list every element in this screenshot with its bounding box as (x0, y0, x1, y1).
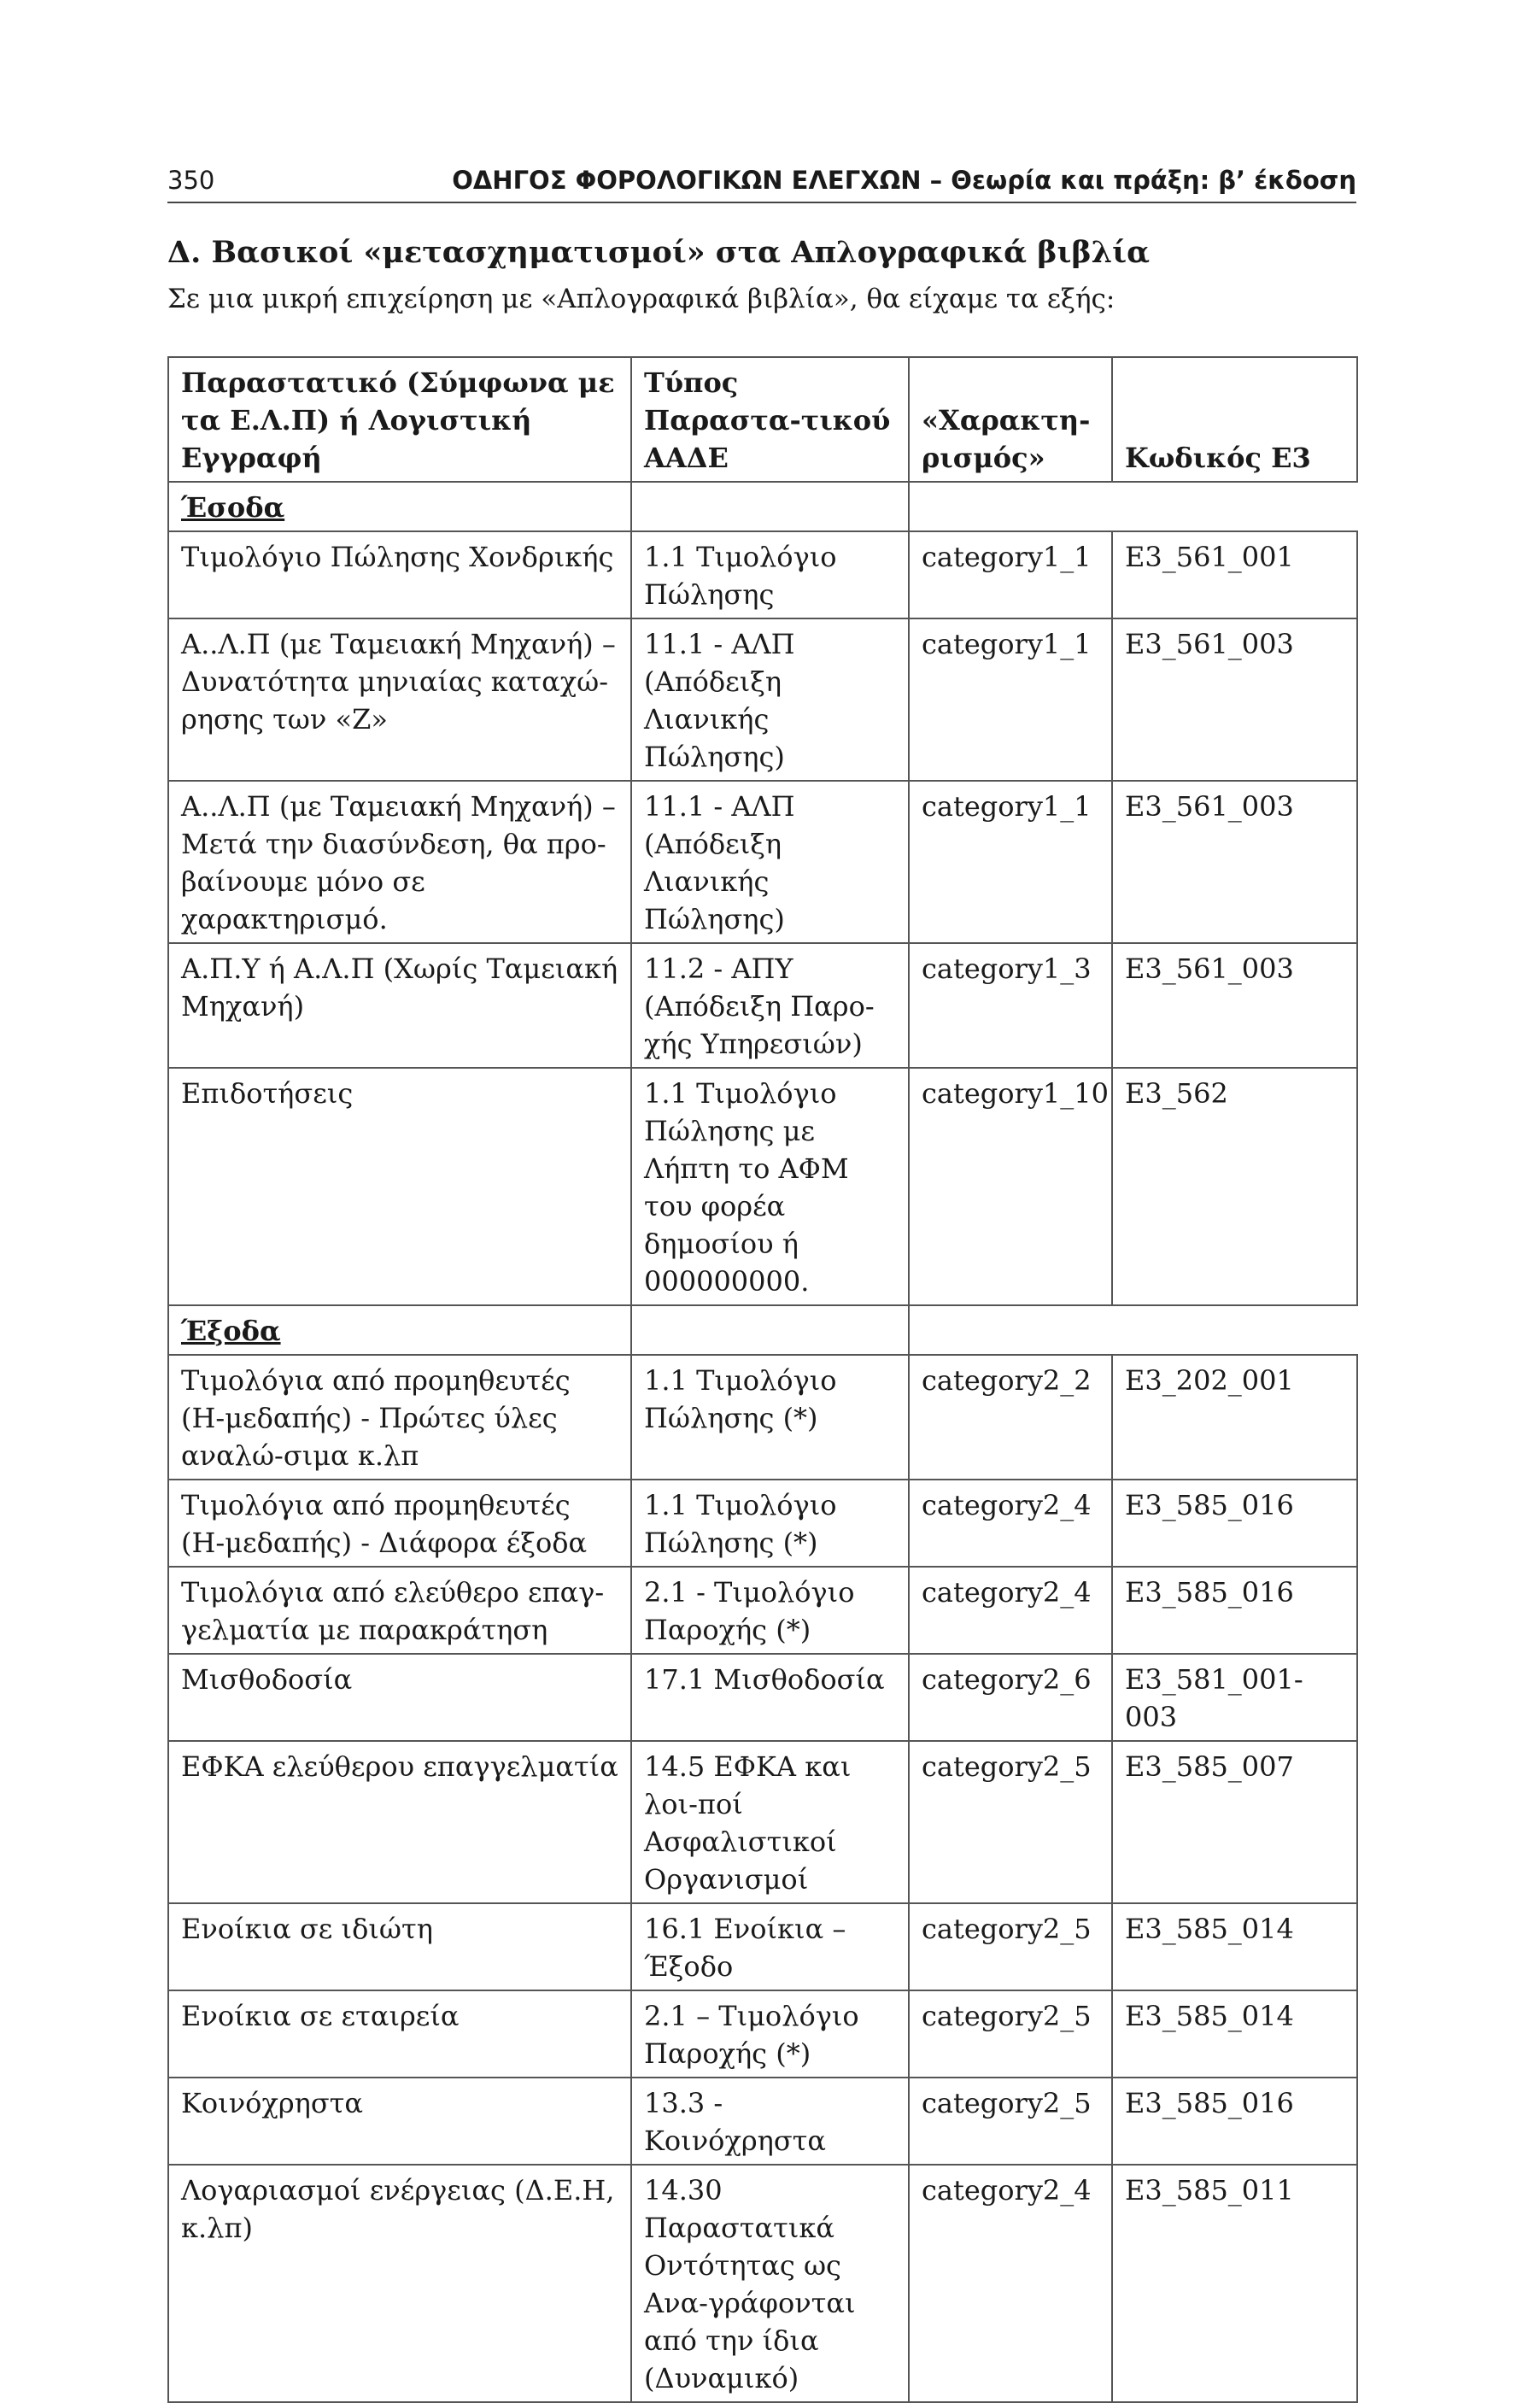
cell-characterization: category2_6 (909, 1654, 1112, 1741)
page-header (167, 162, 1356, 203)
page-number: 350 (167, 166, 215, 195)
cell-aade-type: 16.1 Ενοίκια – Έξοδο (631, 1903, 909, 1990)
table-row (168, 2165, 1357, 2402)
cell-aade-type: 1.1 Τιμολόγιο Πώλησης (631, 531, 909, 618)
cell-aade-type: 1.1 Τιμολόγιο Πώλησης (*) (631, 1355, 909, 1480)
table-row (168, 943, 1357, 1068)
cell-aade-type: 11.1 - ΑΛΠ (Απόδειξη Λιανικής Πώλησης) (631, 618, 909, 781)
cell-e3-code: Ε3_562 (1112, 1068, 1357, 1305)
cell-characterization: category2_5 (909, 1903, 1112, 1990)
cell-e3-code: Ε3_585_016 (1112, 1480, 1357, 1567)
section-row (168, 482, 1357, 531)
cell-document: Α.Π.Υ ή Α.Λ.Π (Χωρίς Ταμειακή Μηχανή) (168, 943, 631, 1068)
cell-aade-type: 11.1 - ΑΛΠ (Απόδειξη Λιανικής Πώλησης) (631, 781, 909, 943)
table-row (168, 1068, 1357, 1305)
column-header-document: Παραστατικό (Σύμφωνα με τα Ε.Λ.Π) ή Λογιστική Εγγραφή (168, 357, 631, 482)
table-row (168, 1990, 1357, 2078)
cell-document: Ενοίκια σε εταιρεία (168, 1990, 631, 2078)
table-row (168, 2078, 1357, 2165)
table-row (168, 1654, 1357, 1741)
section-label: Έξοδα (181, 1315, 281, 1347)
cell-characterization: category2_5 (909, 2078, 1112, 2165)
table-body (168, 482, 1357, 2402)
cell-characterization: category1_3 (909, 943, 1112, 1068)
cell-aade-type: 1.1 Τιμολόγιο Πώλησης με Λήπτη το ΑΦΜ του φορέα δημοσίου ή 000000000. (631, 1068, 909, 1305)
table-row (168, 1903, 1357, 1990)
section-empty-cell (631, 1305, 909, 1355)
cell-characterization: category2_4 (909, 1480, 1112, 1567)
cell-aade-type: 1.1 Τιμολόγιο Πώλησης (*) (631, 1480, 909, 1567)
cell-aade-type: 2.1 - Τιμολόγιο Παροχής (*) (631, 1567, 909, 1654)
column-header-e3-code: Κωδικός Ε3 (1112, 357, 1357, 482)
cell-document: Επιδοτήσεις (168, 1068, 631, 1305)
cell-e3-code: Ε3_581_001-003 (1112, 1654, 1357, 1741)
cell-characterization: category2_5 (909, 1741, 1112, 1903)
classification-table (167, 356, 1358, 2403)
intro-text: Σε μια μικρή επιχείρηση με «Απλογραφικά βιβλία», θα είχαμε τα εξής: (167, 284, 1115, 314)
section-title: Δ. Βασικοί «μετασχηματισμοί» στα Απλογραφικά βιβλία (167, 235, 1151, 270)
cell-e3-code: Ε3_585_007 (1112, 1741, 1357, 1903)
section-label-cell (168, 1305, 631, 1355)
cell-e3-code: Ε3_585_011 (1112, 2165, 1357, 2402)
cell-document: Μισθοδοσία (168, 1654, 631, 1741)
cell-characterization: category2_2 (909, 1355, 1112, 1480)
cell-e3-code: Ε3_585_016 (1112, 2078, 1357, 2165)
cell-aade-type: 11.2 - ΑΠΥ (Απόδειξη Παρο-χής Υπηρεσιών) (631, 943, 909, 1068)
cell-e3-code: Ε3_561_001 (1112, 531, 1357, 618)
column-header-aade-type: Τύπος Παραστα-τικού ΑΑΔΕ (631, 357, 909, 482)
cell-e3-code: Ε3_585_016 (1112, 1567, 1357, 1654)
table-row (168, 781, 1357, 943)
cell-e3-code: Ε3_561_003 (1112, 781, 1357, 943)
table-row (168, 1567, 1357, 1654)
cell-e3-code: Ε3_202_001 (1112, 1355, 1357, 1480)
cell-document: Α..Λ.Π (με Ταμειακή Μηχανή) – Δυνατότητα μηνιαίας καταχώ-ρησης των «Ζ» (168, 618, 631, 781)
table-row (168, 1480, 1357, 1567)
cell-e3-code: Ε3_585_014 (1112, 1903, 1357, 1990)
cell-aade-type: 13.3 - Κοινόχρηστα (631, 2078, 909, 2165)
column-header-characterization: «Χαρακτη-ρισμός» (909, 357, 1112, 482)
cell-document: Α..Λ.Π (με Ταμειακή Μηχανή) – Μετά την διασύνδεση, θα προ-βαίνουμε μόνο σε χαρακτηρισμό. (168, 781, 631, 943)
cell-aade-type: 14.30 Παραστατικά Οντότητας ως Ανα-γράφονται από την ίδια (Δυναμικό) (631, 2165, 909, 2402)
table-row (168, 1741, 1357, 1903)
cell-e3-code: Ε3_585_014 (1112, 1990, 1357, 2078)
cell-document: Τιμολόγια από προμηθευτές (Η-μεδαπής) - Πρώτες ύλες αναλώ-σιμα κ.λπ (168, 1355, 631, 1480)
cell-characterization: category1_10 (909, 1068, 1112, 1305)
section-label-cell (168, 482, 631, 531)
cell-characterization: category2_4 (909, 2165, 1112, 2402)
cell-characterization: category2_4 (909, 1567, 1112, 1654)
cell-aade-type: 2.1 – Τιμολόγιο Παροχής (*) (631, 1990, 909, 2078)
cell-characterization: category2_5 (909, 1990, 1112, 2078)
cell-document: Λογαριασμοί ενέργειας (Δ.Ε.Η, κ.λπ) (168, 2165, 631, 2402)
cell-characterization: category1_1 (909, 618, 1112, 781)
section-row (168, 1305, 1357, 1355)
cell-document: Κοινόχρηστα (168, 2078, 631, 2165)
table-header-row (168, 357, 1357, 482)
cell-document: Τιμολόγια από προμηθευτές (Η-μεδαπής) - Διάφορα έξοδα (168, 1480, 631, 1567)
table-row (168, 531, 1357, 618)
cell-aade-type: 17.1 Μισθοδοσία (631, 1654, 909, 1741)
cell-aade-type: 14.5 ΕΦΚΑ και λοι-ποί Ασφαλιστικοί Οργανισμοί (631, 1741, 909, 1903)
cell-characterization: category1_1 (909, 781, 1112, 943)
cell-e3-code: Ε3_561_003 (1112, 943, 1357, 1068)
cell-e3-code: Ε3_561_003 (1112, 618, 1357, 781)
table-row (168, 618, 1357, 781)
cell-document: Τιμολόγιο Πώλησης Χονδρικής (168, 531, 631, 618)
cell-document: Ενοίκια σε ιδιώτη (168, 1903, 631, 1990)
section-empty-cell (631, 482, 909, 531)
table-row (168, 1355, 1357, 1480)
section-label: Έσοδα (181, 491, 285, 524)
cell-characterization: category1_1 (909, 531, 1112, 618)
cell-document: ΕΦΚΑ ελεύθερου επαγγελματία (168, 1741, 631, 1903)
cell-document: Τιμολόγια από ελεύθερο επαγ-γελματία με παρακράτηση (168, 1567, 631, 1654)
running-title: ΟΔΗΓΟΣ ΦΟΡΟΛΟΓΙΚΩΝ ΕΛΕΓΧΩΝ – Θεωρία και πράξη: β’ έκδοση (452, 166, 1356, 195)
